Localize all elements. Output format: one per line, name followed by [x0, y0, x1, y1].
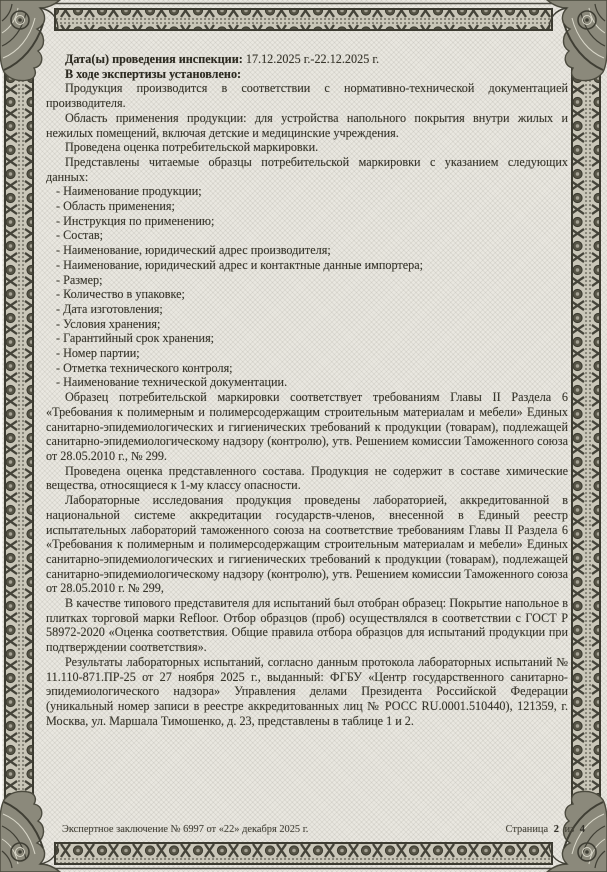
footer-of-label: из: [564, 824, 575, 835]
body-paragraphs: [46, 390, 568, 728]
footer-page-number: 2: [553, 824, 559, 835]
footer-document-ref: Экспертное заключение № 6997 от «22» декабря 2025 г.: [62, 824, 309, 835]
inspection-dates-line: [46, 52, 568, 67]
paragraph: Результаты лабораторных испытаний, согласно данным протокола лабораторных испытаний № 11.110-871.ПР-25 от 27 ноября 2025 г., выданный: ФГБУ «Центр государственного санитарно-эпидемиологического надзора» Управления делами Президента Российской Федерации (уникальный номер записи в реестре аккредитованных лиц № РОСС RU.0001.510440), 121359, г. Москва, ул. Маршала Тимошенко, д. 23, представлены в таблице 1 и 2.: [46, 654, 568, 728]
list-item: - Область применения;: [56, 199, 175, 214]
footer-page-label: Страница: [505, 824, 549, 835]
paragraph: Образец потребительской маркировки соответствует требованиям Главы II Раздела 6 «Требования к полимерным и полимерсодержащим строительным материалам и мебели» Единых санитарно-эпидемиологических и гигиенических требований к продукции (товарам), подлежащей санитарно-эпидемиологическому надзору (контролю), утв. Решением комиссии Таможенного союза от 28.05.2010 г., № 299.: [46, 390, 568, 463]
findings-heading: В ходе экспертизы установлено:: [65, 66, 242, 81]
list-item: - Условия хранения;: [56, 316, 161, 331]
list-item: - Состав;: [56, 228, 104, 243]
list-item: - Наименование, юридический адрес производителя;: [56, 243, 331, 258]
intro-paragraphs: [46, 81, 568, 184]
list-item: - Номер партии;: [56, 346, 140, 361]
paragraph: Лабораторные исследования продукция проведены лабораторией, аккредитованной в национальной системе аккредитации государств-членов, внесенной в Единый реестр испытательных лабораторий таможенного союза на соответствие требованиям Главы II Раздела 6 «Требования к полимерным и полимерсодержащим строительным материалам и мебели» Единых санитарно-эпидемиологических и гигиенических требований к продукции (товарам), подлежащей санитарно-эпидемиологическому надзору (контролю), утв. Решением комиссии Таможенного союза от 28.05.2010 г. № 299,: [46, 493, 568, 596]
paragraph: Проведена оценка потребительской маркировки.: [65, 140, 319, 155]
list-item: - Дата изготовления;: [56, 301, 163, 316]
list-item: - Количество в упаковке;: [56, 287, 185, 302]
list-item: - Отметка технического контроля;: [56, 360, 233, 375]
list-item: - Наименование, юридический адрес и контактные данные импортера;: [56, 257, 424, 272]
footer-page-total: 4: [579, 824, 585, 835]
list-item: - Инструкция по применению;: [56, 213, 215, 228]
page-footer: [62, 824, 585, 835]
paragraph: Область применения продукции: для устройства напольного покрытия внутри жилых и нежилых помещений, включая детские и медицинские учреждения.: [46, 110, 568, 140]
marking-data-list: [46, 184, 568, 390]
list-item: - Гарантийный срок хранения;: [56, 331, 215, 346]
footer-page-indicator: [506, 824, 585, 835]
paragraph: Продукция производится в соответствии с нормативно-технической документацией производителя.: [46, 81, 568, 111]
list-item: - Наименование технической документации.: [56, 375, 288, 390]
paragraph: Проведена оценка представленного состава. Продукция не содержит в составе химические вещества, относящиеся к 1-му классу опасности.: [46, 463, 568, 493]
inspection-dates-value: 17.12.2025 г.-22.12.2025 г.: [242, 52, 380, 66]
paragraph: Представлены читаемые образцы потребительской маркировки с указанием следующих данных:: [46, 154, 568, 184]
list-item: - Размер;: [56, 272, 103, 287]
document-content: [46, 52, 568, 728]
inspection-dates-label: Дата(ы) проведения инспекции:: [65, 52, 243, 66]
paragraph: В качестве типового представителя для испытаний был отобран образец: Покрытие напольное в плитках торговой марки Refloor. Отбор образцов (проб) осуществлялся в соответствии с ГОСТ Р 58972-2020 «Оценка соответствия. Общие правила отбора образцов для испытаний продукции при подтверждении соответствия».: [46, 596, 568, 655]
list-item: - Наименование продукции;: [56, 184, 202, 199]
